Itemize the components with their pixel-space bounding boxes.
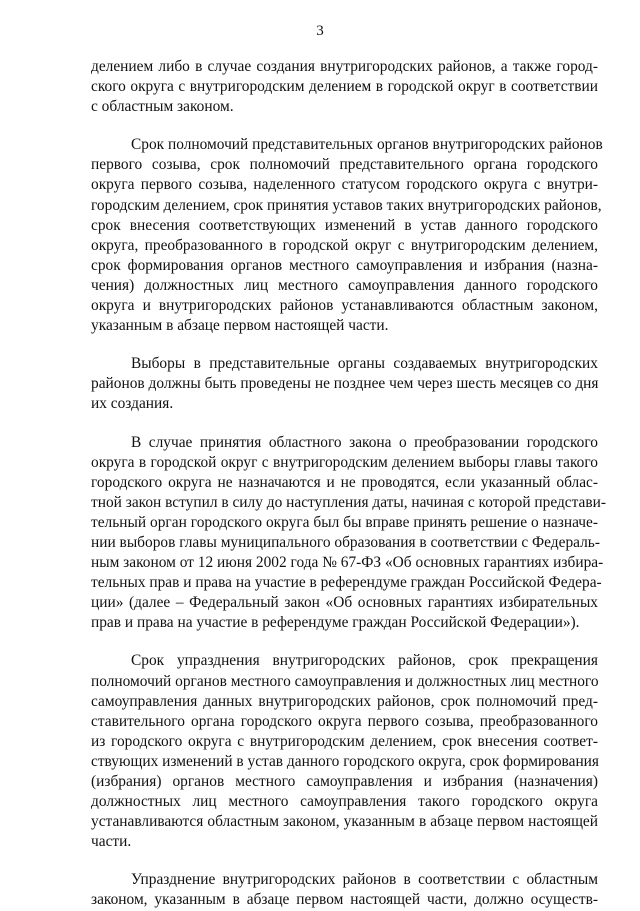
text-line: ставительного органа городского округа первого созыва, преобразованного [91,712,598,730]
text-line: ского округа с внутригородским делением в городской округ в соответствии [91,78,598,96]
text-line: должностных лиц местного самоуправления такого городского округа [91,793,598,811]
paragraph [91,651,598,852]
paragraph-gap [91,415,598,433]
text-line: округа и внутригородских районов устанавливаются областным законом, [91,297,598,315]
text-line: (избрания) органов местного самоуправления и избрания (назначения) [91,773,598,790]
text-line: законом, указанным в абзаце первом настоящей части, должно осуществ- [91,891,598,909]
text-line: устанавливаются областным законом, указанным в абзаце первом настоящей [91,813,598,831]
page-number: 3 [316,23,324,39]
text-line: Срок полномочий представительных органов внутригородских районов [131,136,603,154]
text-line: тельный орган городского округа был бы вправе принять решение о назначе- [91,513,598,531]
text-line: округа в городской округ с внутригородским делением выборы главы такого [91,453,598,471]
text-line: ным законом от 12 июня 2002 года № 67-ФЗ «Об основных гарантиях избира- [91,554,604,572]
text-line: срок внесения соответствующих изменений в устав данного городского [91,216,598,234]
text-line: округа, преобразованного в городской округ с внутригородским делением, [91,236,598,254]
text-line: указанным в абзаце первом настоящей части. [91,317,389,335]
text-line: Упразднение внутригородских районов в соответствии с областным [131,871,598,889]
text-line: полномочий органов местного самоуправления и должностных лиц местного [91,672,599,690]
paragraph-gap [91,117,598,135]
text-line: делением либо в случае создания внутригородских районов, а также город- [91,58,598,75]
text-line: тельных прав и права на участие в референдуме граждан Российской Федера- [91,574,602,592]
text-line: ствующих изменений в устав данного городского округа, срок формирования [91,752,600,770]
paragraph-gap [91,336,598,354]
text-line: В случае принятия областного закона о преобразовании городского [131,433,598,451]
text-line: тной закон вступил в силу до наступления даты, начиная с которой представи- [91,493,606,511]
text-line: прав и права на участие в референдуме граждан Российской Федерации»). [91,614,580,632]
text-line: городского округа не назначаются и не проводятся, если указанный облас- [91,473,598,491]
text-line: первого созыва, срок полномочий представительного органа городского [91,156,598,174]
text-line: из городского округа с внутригородским делением, срок внесения соответ- [91,732,598,750]
text-line: с областным законом. [91,98,234,116]
document-body [91,57,606,911]
paragraph [91,433,606,634]
text-line: срок формирования органов местного самоуправления и избрания (назна- [91,256,598,274]
text-line: городским делением, срок принятия уставов таких внутригородских районов, [91,196,602,214]
text-line: Выборы в представительные органы создаваемых внутригородских [131,355,598,373]
paragraph [91,57,598,117]
text-line: округа первого созыва, наделенного статусом городского округа с внутри- [91,176,598,194]
paragraph [91,354,598,414]
text-line: Срок упразднения внутригородских районов, срок прекращения [131,652,598,670]
text-line: нии выборов главы муниципального образования в соответствии с Федераль- [91,533,600,551]
text-line: ции» (далее – Федеральный закон «Об основных гарантиях избирательных [91,594,598,612]
paragraph-gap [91,852,598,870]
text-line: районов должны быть проведены не позднее чем через шесть месяцев со дня [91,375,599,393]
text-line: части. [91,833,132,851]
paragraph [91,135,603,336]
text-line: самоуправления данных внутригородских районов, срок полномочий пред- [91,692,598,710]
paragraph-gap [91,633,598,651]
text-line: чения) должностных лиц местного самоуправления данного городского [91,276,598,294]
text-line: их создания. [91,395,174,413]
